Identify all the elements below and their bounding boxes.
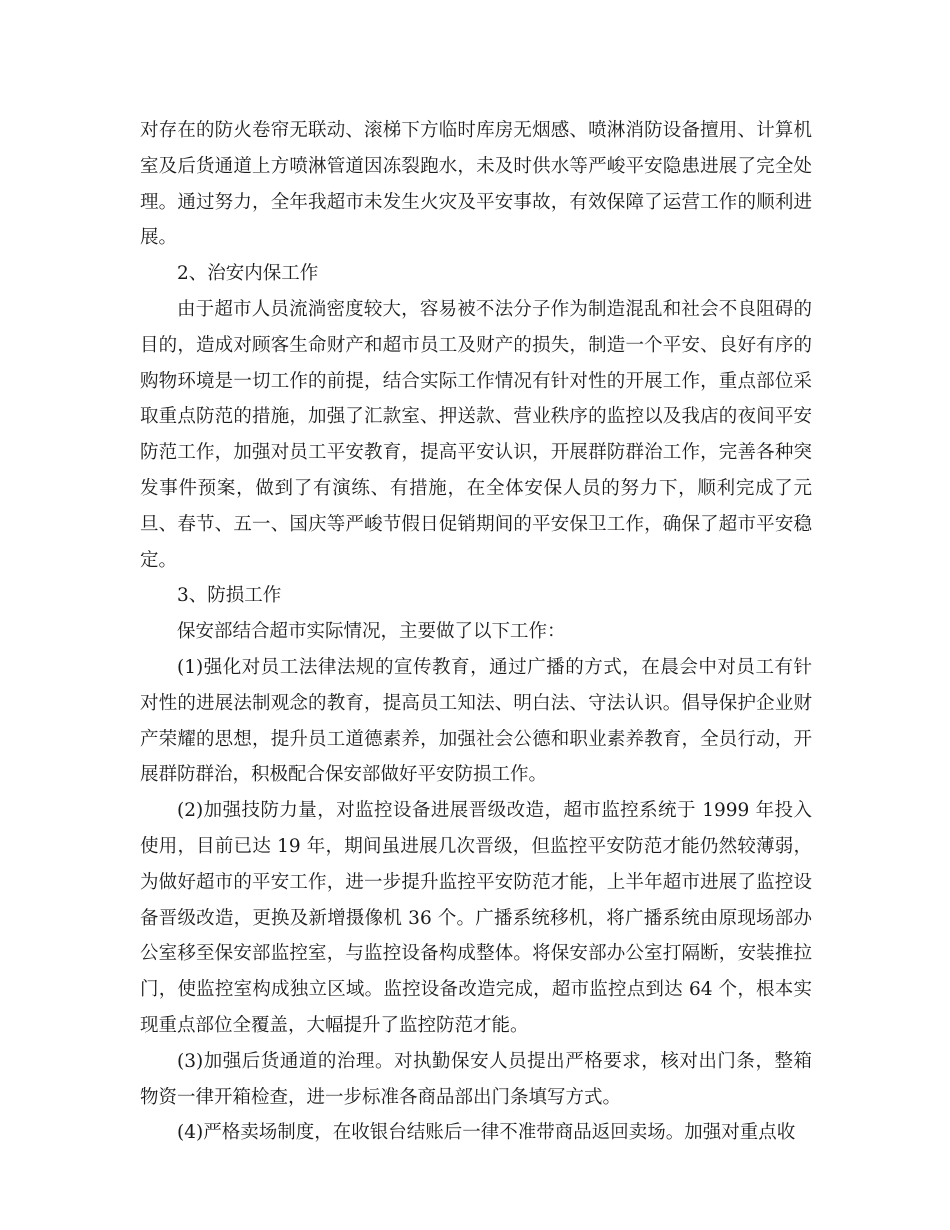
paragraph-item-1: (1)强化对员工法律法规的宣传教育，通过广播的方式，在晨会中对员工有针对性的进展法制观念的教育，提高员工知法、明白法、守法认识。倡导保护企业财产荣耀的思想，提升员工道德素养，加强社会公德和职业素养教育，全员行动，开展群防群治，积极配合保安部做好平安防损工作。 <box>140 656 812 786</box>
section-heading-loss-prevention: 3、防损工作 <box>177 585 282 607</box>
paragraph-loss-prevention-intro: 保安部结合超市实际情况，主要做了以下工作： <box>177 621 566 643</box>
paragraph-item-3: (3)加强后货通道的治理。对执勤保安人员提出严格要求，核对出门条，整箱物资一律开箱检查，进一步标准各商品部出门条填写方式。 <box>140 1050 812 1108</box>
document-body <box>140 113 812 1151</box>
paragraph-security-work: 由于超市人员流淌密度较大，容易被不法分子作为制造混乱和社会不良阻碍的目的，造成对顾客生命财产和超市员工及财产的损失，制造一个平安、良好有序的购物环境是一切工作的前提，结合实际工作情况有针对性的开展工作，重点部位采取重点防范的措施，加强了汇款室、押送款、营业秩序的监控以及我店的夜间平安防范工作，加强对员工平安教育，提高平安认识，开展群防群治工作，完善各种突发事件预案，做到了有演练、有措施，在全体安保人员的努力下，顺利完成了元旦、春节、五一、国庆等严峻节假日促销期间的平安保卫工作，确保了超市平安稳定。 <box>140 298 812 571</box>
paragraph-item-4: (4)严格卖场制度，在收银台结账后一律不准带商品返回卖场。加强对重点收 <box>177 1122 796 1144</box>
paragraph-fire-safety-continued: 对存在的防火卷帘无联动、滚梯下方临时库房无烟感、喷淋消防设备擅用、计算机室及后货通道上方喷淋管道因冻裂跑水，未及时供水等严峻平安隐患进展了完全处理。通过努力，全年我超市未发生火灾及平安事故，有效保障了运营工作的顺利进展。 <box>140 120 812 249</box>
section-heading-security: 2、治安内保工作 <box>177 263 319 285</box>
paragraph-item-2: (2)加强技防力量，对监控设备进展晋级改造，超市监控系统于 1999 年投入使用，目前已达 19 年，期间虽进展几次晋级，但监控平安防范才能仍然较薄弱，为做好超市的平安工作，进一步提升监控平安防范才能，上半年超市进展了监控设备晋级改造，更换及新增摄像机 36 个。广播系统移机，将广播系统由原现场部办公室移至保安部监控室，与监控设备构成整体。将保安部办公室打隔断，安装推拉门，使监控室构成独立区域。监控设备改造完成，超市监控点到达 64 个，根本实现重点部位全覆盖，大幅提升了监控防范才能。 <box>140 800 812 1036</box>
